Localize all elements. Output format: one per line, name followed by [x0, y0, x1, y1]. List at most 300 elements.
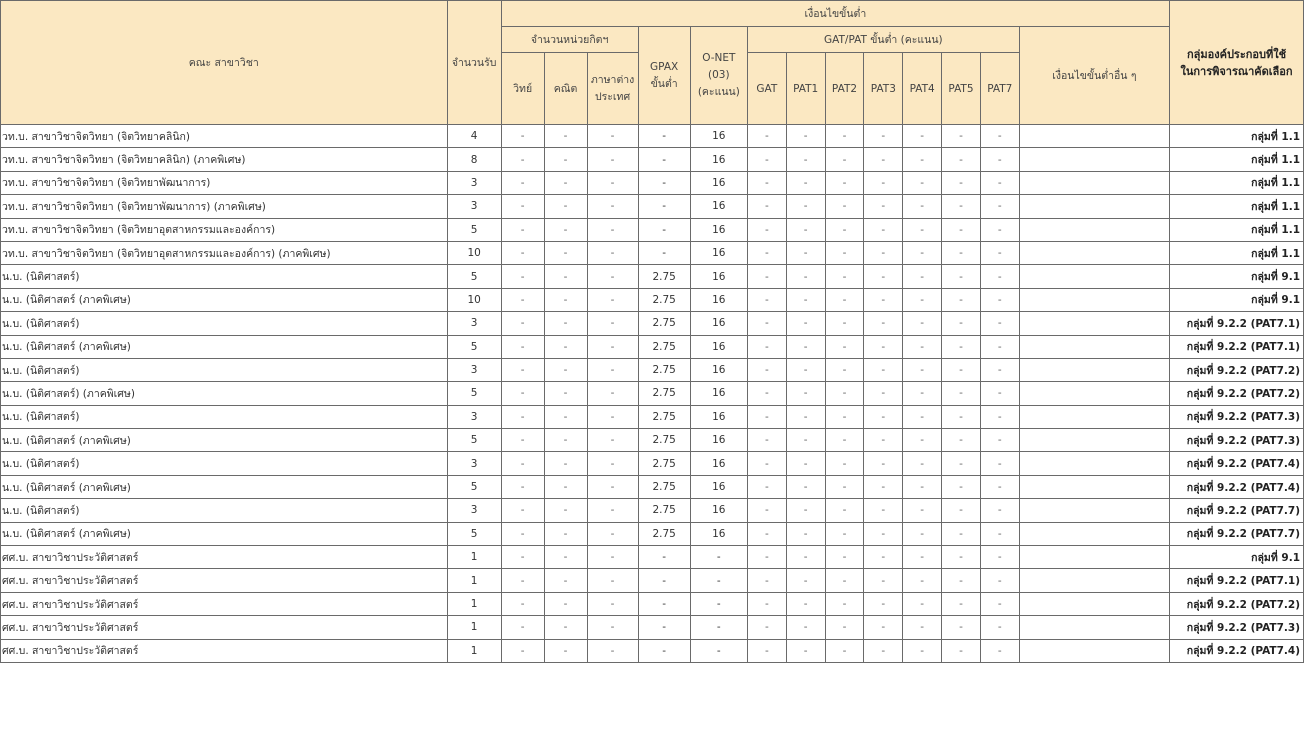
cell-pat3: - — [864, 452, 903, 475]
cell-pat7: - — [980, 592, 1019, 615]
table-row — [1, 125, 1304, 148]
cell-pat4: - — [903, 382, 942, 405]
cell-pat2: - — [825, 358, 864, 381]
cell-pat4: - — [903, 616, 942, 639]
cell-math: - — [544, 405, 587, 428]
cell-foreign: - — [587, 148, 638, 171]
cell-quota: 5 — [447, 335, 501, 358]
cell-quota: 5 — [447, 429, 501, 452]
cell-pat2: - — [825, 522, 864, 545]
cell-gpax: - — [638, 218, 690, 241]
cell-foreign: - — [587, 312, 638, 335]
cell-pat4: - — [903, 288, 942, 311]
cell-other — [1019, 265, 1169, 288]
cell-program: น.บ. (นิติศาสตร์ (ภาคพิเศษ) — [1, 475, 448, 498]
cell-group: กลุ่มที่ 9.2.2 (PAT7.1) — [1170, 312, 1304, 335]
cell-foreign: - — [587, 358, 638, 381]
cell-pat2: - — [825, 592, 864, 615]
cell-math: - — [544, 335, 587, 358]
cell-group: กลุ่มที่ 9.2.2 (PAT7.2) — [1170, 382, 1304, 405]
table-row — [1, 265, 1304, 288]
table-row — [1, 499, 1304, 522]
table-body — [1, 125, 1304, 663]
cell-other — [1019, 522, 1169, 545]
table-row — [1, 522, 1304, 545]
cell-group: กลุ่มที่ 9.2.2 (PAT7.2) — [1170, 358, 1304, 381]
cell-onet: 16 — [690, 195, 747, 218]
table-row — [1, 288, 1304, 311]
cell-pat5: - — [942, 125, 981, 148]
cell-pat4: - — [903, 171, 942, 194]
cell-gpax: 2.75 — [638, 475, 690, 498]
cell-pat1: - — [786, 195, 825, 218]
cell-pat1: - — [786, 382, 825, 405]
cell-onet: - — [690, 639, 747, 662]
cell-gpax: 2.75 — [638, 405, 690, 428]
cell-group: กลุ่มที่ 9.2.2 (PAT7.1) — [1170, 335, 1304, 358]
cell-math: - — [544, 429, 587, 452]
cell-pat1: - — [786, 429, 825, 452]
table-row — [1, 639, 1304, 662]
cell-pat2: - — [825, 639, 864, 662]
cell-onet: 16 — [690, 312, 747, 335]
cell-pat3: - — [864, 522, 903, 545]
table-row — [1, 429, 1304, 452]
cell-pat3: - — [864, 592, 903, 615]
cell-quota: 10 — [447, 241, 501, 264]
cell-pat7: - — [980, 475, 1019, 498]
cell-math: - — [544, 592, 587, 615]
cell-gpax: 2.75 — [638, 382, 690, 405]
cell-pat7: - — [980, 569, 1019, 592]
cell-science: - — [501, 241, 544, 264]
cell-pat5: - — [942, 382, 981, 405]
cell-gpax: - — [638, 195, 690, 218]
table-row — [1, 382, 1304, 405]
cell-other — [1019, 125, 1169, 148]
cell-gpax: - — [638, 171, 690, 194]
cell-gpax: 2.75 — [638, 358, 690, 381]
cell-math: - — [544, 522, 587, 545]
cell-onet: 16 — [690, 335, 747, 358]
cell-gat: - — [747, 241, 786, 264]
cell-pat2: - — [825, 312, 864, 335]
cell-other — [1019, 475, 1169, 498]
cell-group: กลุ่มที่ 1.1 — [1170, 195, 1304, 218]
cell-pat7: - — [980, 335, 1019, 358]
header-science: วิทย์ — [501, 53, 544, 125]
cell-quota: 1 — [447, 569, 501, 592]
cell-pat4: - — [903, 195, 942, 218]
cell-pat4: - — [903, 452, 942, 475]
cell-pat4: - — [903, 499, 942, 522]
cell-pat5: - — [942, 405, 981, 428]
cell-science: - — [501, 639, 544, 662]
cell-foreign: - — [587, 522, 638, 545]
cell-foreign: - — [587, 475, 638, 498]
cell-science: - — [501, 499, 544, 522]
cell-science: - — [501, 405, 544, 428]
cell-pat5: - — [942, 335, 981, 358]
cell-science: - — [501, 125, 544, 148]
cell-pat5: - — [942, 475, 981, 498]
cell-other — [1019, 241, 1169, 264]
cell-science: - — [501, 312, 544, 335]
cell-pat7: - — [980, 125, 1019, 148]
cell-program: ศศ.บ. สาขาวิชาประวัติศาสตร์ — [1, 592, 448, 615]
cell-pat3: - — [864, 616, 903, 639]
cell-pat4: - — [903, 429, 942, 452]
cell-pat1: - — [786, 546, 825, 569]
table-row — [1, 218, 1304, 241]
cell-pat5: - — [942, 522, 981, 545]
cell-quota: 8 — [447, 148, 501, 171]
cell-foreign: - — [587, 569, 638, 592]
cell-math: - — [544, 288, 587, 311]
cell-math: - — [544, 148, 587, 171]
table-row — [1, 452, 1304, 475]
cell-pat7: - — [980, 452, 1019, 475]
cell-math: - — [544, 616, 587, 639]
cell-pat5: - — [942, 616, 981, 639]
cell-program: ศศ.บ. สาขาวิชาประวัติศาสตร์ — [1, 639, 448, 662]
cell-pat3: - — [864, 312, 903, 335]
cell-quota: 5 — [447, 218, 501, 241]
cell-onet: 16 — [690, 382, 747, 405]
cell-quota: 3 — [447, 358, 501, 381]
cell-math: - — [544, 125, 587, 148]
cell-group: กลุ่มที่ 9.2.2 (PAT7.4) — [1170, 475, 1304, 498]
table-row — [1, 312, 1304, 335]
cell-pat3: - — [864, 382, 903, 405]
cell-math: - — [544, 358, 587, 381]
table-row — [1, 475, 1304, 498]
cell-gpax: - — [638, 569, 690, 592]
cell-gat: - — [747, 195, 786, 218]
cell-pat7: - — [980, 312, 1019, 335]
cell-science: - — [501, 195, 544, 218]
cell-onet: 16 — [690, 218, 747, 241]
cell-pat2: - — [825, 241, 864, 264]
cell-pat5: - — [942, 452, 981, 475]
header-math: คณิต — [544, 53, 587, 125]
header-conditions: เงื่อนไขขั้นต่ำ — [501, 1, 1169, 27]
cell-other — [1019, 335, 1169, 358]
cell-gpax: - — [638, 546, 690, 569]
cell-other — [1019, 546, 1169, 569]
cell-science: - — [501, 335, 544, 358]
cell-pat3: - — [864, 125, 903, 148]
cell-gpax: 2.75 — [638, 452, 690, 475]
cell-pat1: - — [786, 475, 825, 498]
cell-gat: - — [747, 382, 786, 405]
cell-foreign: - — [587, 195, 638, 218]
header-group-line1: กลุ่มองค์ประกอบที่ใช้ — [1186, 47, 1287, 61]
cell-pat1: - — [786, 592, 825, 615]
cell-gpax: - — [638, 241, 690, 264]
cell-quota: 5 — [447, 265, 501, 288]
cell-science: - — [501, 218, 544, 241]
cell-onet: - — [690, 592, 747, 615]
cell-pat1: - — [786, 265, 825, 288]
cell-gat: - — [747, 312, 786, 335]
cell-math: - — [544, 639, 587, 662]
cell-foreign: - — [587, 382, 638, 405]
header-gpax-line2: ขั้นต่ำ — [650, 77, 678, 90]
cell-quota: 10 — [447, 288, 501, 311]
cell-foreign: - — [587, 546, 638, 569]
cell-pat4: - — [903, 522, 942, 545]
cell-quota: 3 — [447, 195, 501, 218]
cell-other — [1019, 429, 1169, 452]
cell-science: - — [501, 475, 544, 498]
cell-pat4: - — [903, 241, 942, 264]
cell-other — [1019, 452, 1169, 475]
cell-other — [1019, 171, 1169, 194]
cell-program: น.บ. (นิติศาสตร์) — [1, 452, 448, 475]
cell-foreign: - — [587, 429, 638, 452]
cell-gpax: - — [638, 592, 690, 615]
cell-group: กลุ่มที่ 9.1 — [1170, 265, 1304, 288]
cell-program: ศศ.บ. สาขาวิชาประวัติศาสตร์ — [1, 616, 448, 639]
cell-pat5: - — [942, 546, 981, 569]
cell-pat5: - — [942, 499, 981, 522]
cell-group: กลุ่มที่ 9.2.2 (PAT7.4) — [1170, 452, 1304, 475]
cell-other — [1019, 639, 1169, 662]
cell-other — [1019, 382, 1169, 405]
cell-pat7: - — [980, 195, 1019, 218]
header-gat: GAT — [747, 53, 786, 125]
cell-quota: 4 — [447, 125, 501, 148]
cell-pat2: - — [825, 499, 864, 522]
cell-other — [1019, 358, 1169, 381]
cell-program: น.บ. (นิติศาสตร์) (ภาคพิเศษ) — [1, 382, 448, 405]
cell-gat: - — [747, 616, 786, 639]
cell-pat5: - — [942, 569, 981, 592]
cell-onet: 16 — [690, 171, 747, 194]
cell-pat7: - — [980, 382, 1019, 405]
cell-program: วท.บ. สาขาวิชาจิตวิทยา (จิตวิทยาอุตสาหกรรมและองค์การ) (ภาคพิเศษ) — [1, 241, 448, 264]
cell-gat: - — [747, 405, 786, 428]
cell-foreign: - — [587, 452, 638, 475]
cell-pat7: - — [980, 546, 1019, 569]
header-foreign-line2: ประเทศ — [594, 90, 631, 103]
cell-math: - — [544, 475, 587, 498]
cell-pat3: - — [864, 499, 903, 522]
cell-gat: - — [747, 125, 786, 148]
cell-pat2: - — [825, 546, 864, 569]
cell-pat1: - — [786, 288, 825, 311]
cell-science: - — [501, 569, 544, 592]
cell-gat: - — [747, 639, 786, 662]
cell-pat5: - — [942, 171, 981, 194]
cell-gat: - — [747, 475, 786, 498]
cell-gpax: 2.75 — [638, 335, 690, 358]
cell-pat3: - — [864, 148, 903, 171]
cell-foreign: - — [587, 335, 638, 358]
cell-gpax: 2.75 — [638, 429, 690, 452]
cell-program: น.บ. (นิติศาสตร์ (ภาคพิเศษ) — [1, 288, 448, 311]
table-row — [1, 171, 1304, 194]
cell-pat3: - — [864, 265, 903, 288]
cell-group: กลุ่มที่ 9.2.2 (PAT7.7) — [1170, 499, 1304, 522]
cell-pat2: - — [825, 429, 864, 452]
header-foreign — [587, 53, 638, 125]
cell-science: - — [501, 452, 544, 475]
header-pat1: PAT1 — [786, 53, 825, 125]
cell-group: กลุ่มที่ 9.1 — [1170, 546, 1304, 569]
cell-program: วท.บ. สาขาวิชาจิตวิทยา (จิตวิทยาพัฒนาการ) (ภาคพิเศษ) — [1, 195, 448, 218]
cell-pat5: - — [942, 592, 981, 615]
cell-pat4: - — [903, 358, 942, 381]
cell-pat1: - — [786, 639, 825, 662]
cell-pat7: - — [980, 616, 1019, 639]
cell-pat3: - — [864, 405, 903, 428]
cell-foreign: - — [587, 241, 638, 264]
cell-foreign: - — [587, 405, 638, 428]
cell-pat4: - — [903, 569, 942, 592]
cell-gat: - — [747, 522, 786, 545]
table-row — [1, 616, 1304, 639]
cell-science: - — [501, 382, 544, 405]
cell-pat7: - — [980, 218, 1019, 241]
cell-pat4: - — [903, 546, 942, 569]
cell-pat5: - — [942, 288, 981, 311]
cell-quota: 5 — [447, 382, 501, 405]
header-selection-group — [1170, 1, 1304, 125]
cell-foreign: - — [587, 499, 638, 522]
cell-quota: 3 — [447, 171, 501, 194]
header-onet-line1: O-NET — [702, 52, 736, 64]
cell-pat7: - — [980, 288, 1019, 311]
cell-pat1: - — [786, 125, 825, 148]
cell-gat: - — [747, 429, 786, 452]
cell-other — [1019, 218, 1169, 241]
cell-math: - — [544, 241, 587, 264]
cell-pat4: - — [903, 335, 942, 358]
cell-pat1: - — [786, 452, 825, 475]
cell-gat: - — [747, 546, 786, 569]
cell-pat1: - — [786, 499, 825, 522]
cell-pat1: - — [786, 171, 825, 194]
cell-gat: - — [747, 148, 786, 171]
cell-pat5: - — [942, 312, 981, 335]
cell-pat1: - — [786, 522, 825, 545]
cell-gat: - — [747, 335, 786, 358]
cell-gpax: 2.75 — [638, 288, 690, 311]
cell-pat2: - — [825, 569, 864, 592]
cell-pat5: - — [942, 358, 981, 381]
cell-pat7: - — [980, 429, 1019, 452]
cell-program: วท.บ. สาขาวิชาจิตวิทยา (จิตวิทยาคลินิก) — [1, 125, 448, 148]
cell-math: - — [544, 218, 587, 241]
cell-pat4: - — [903, 265, 942, 288]
cell-pat5: - — [942, 639, 981, 662]
cell-pat3: - — [864, 358, 903, 381]
cell-science: - — [501, 358, 544, 381]
cell-group: กลุ่มที่ 9.2.2 (PAT7.3) — [1170, 405, 1304, 428]
cell-pat2: - — [825, 171, 864, 194]
cell-gat: - — [747, 171, 786, 194]
cell-pat7: - — [980, 499, 1019, 522]
cell-math: - — [544, 546, 587, 569]
cell-pat1: - — [786, 241, 825, 264]
cell-pat3: - — [864, 639, 903, 662]
cell-onet: 16 — [690, 499, 747, 522]
cell-pat3: - — [864, 569, 903, 592]
cell-other — [1019, 405, 1169, 428]
cell-group: กลุ่มที่ 1.1 — [1170, 148, 1304, 171]
cell-foreign: - — [587, 616, 638, 639]
header-other: เงื่อนไขขั้นต่ำอื่น ๆ — [1019, 27, 1169, 125]
table-row — [1, 546, 1304, 569]
cell-foreign: - — [587, 265, 638, 288]
header-onet-line3: (คะแนน) — [697, 86, 740, 98]
cell-pat2: - — [825, 125, 864, 148]
cell-pat3: - — [864, 429, 903, 452]
cell-program: น.บ. (นิติศาสตร์) — [1, 312, 448, 335]
cell-program: น.บ. (นิติศาสตร์) — [1, 265, 448, 288]
cell-quota: 1 — [447, 546, 501, 569]
cell-pat5: - — [942, 265, 981, 288]
table-row — [1, 195, 1304, 218]
cell-pat1: - — [786, 148, 825, 171]
cell-science: - — [501, 429, 544, 452]
cell-onet: 16 — [690, 522, 747, 545]
cell-math: - — [544, 195, 587, 218]
cell-pat3: - — [864, 195, 903, 218]
cell-pat7: - — [980, 171, 1019, 194]
cell-group: กลุ่มที่ 9.2.2 (PAT7.3) — [1170, 616, 1304, 639]
cell-onet: - — [690, 616, 747, 639]
table-row — [1, 569, 1304, 592]
cell-science: - — [501, 148, 544, 171]
cell-quota: 5 — [447, 475, 501, 498]
cell-foreign: - — [587, 288, 638, 311]
table-row — [1, 592, 1304, 615]
cell-math: - — [544, 382, 587, 405]
cell-pat5: - — [942, 218, 981, 241]
cell-program: วท.บ. สาขาวิชาจิตวิทยา (จิตวิทยาพัฒนาการ) — [1, 171, 448, 194]
header-group-line2: ในการพิจารณาคัดเลือก — [1180, 64, 1293, 78]
cell-pat1: - — [786, 358, 825, 381]
cell-science: - — [501, 616, 544, 639]
cell-gat: - — [747, 265, 786, 288]
table-row — [1, 358, 1304, 381]
cell-foreign: - — [587, 639, 638, 662]
cell-science: - — [501, 288, 544, 311]
header-gpax-line1: GPAX — [650, 60, 679, 73]
cell-pat3: - — [864, 475, 903, 498]
cell-other — [1019, 616, 1169, 639]
cell-pat3: - — [864, 241, 903, 264]
table-row — [1, 335, 1304, 358]
cell-gat: - — [747, 592, 786, 615]
cell-other — [1019, 499, 1169, 522]
cell-pat2: - — [825, 218, 864, 241]
cell-pat2: - — [825, 616, 864, 639]
cell-pat3: - — [864, 218, 903, 241]
cell-onet: 16 — [690, 475, 747, 498]
cell-pat5: - — [942, 195, 981, 218]
cell-science: - — [501, 592, 544, 615]
cell-pat7: - — [980, 405, 1019, 428]
header-onet-line2: (03) — [708, 69, 730, 81]
cell-math: - — [544, 569, 587, 592]
cell-pat4: - — [903, 218, 942, 241]
cell-other — [1019, 288, 1169, 311]
cell-gpax: 2.75 — [638, 522, 690, 545]
